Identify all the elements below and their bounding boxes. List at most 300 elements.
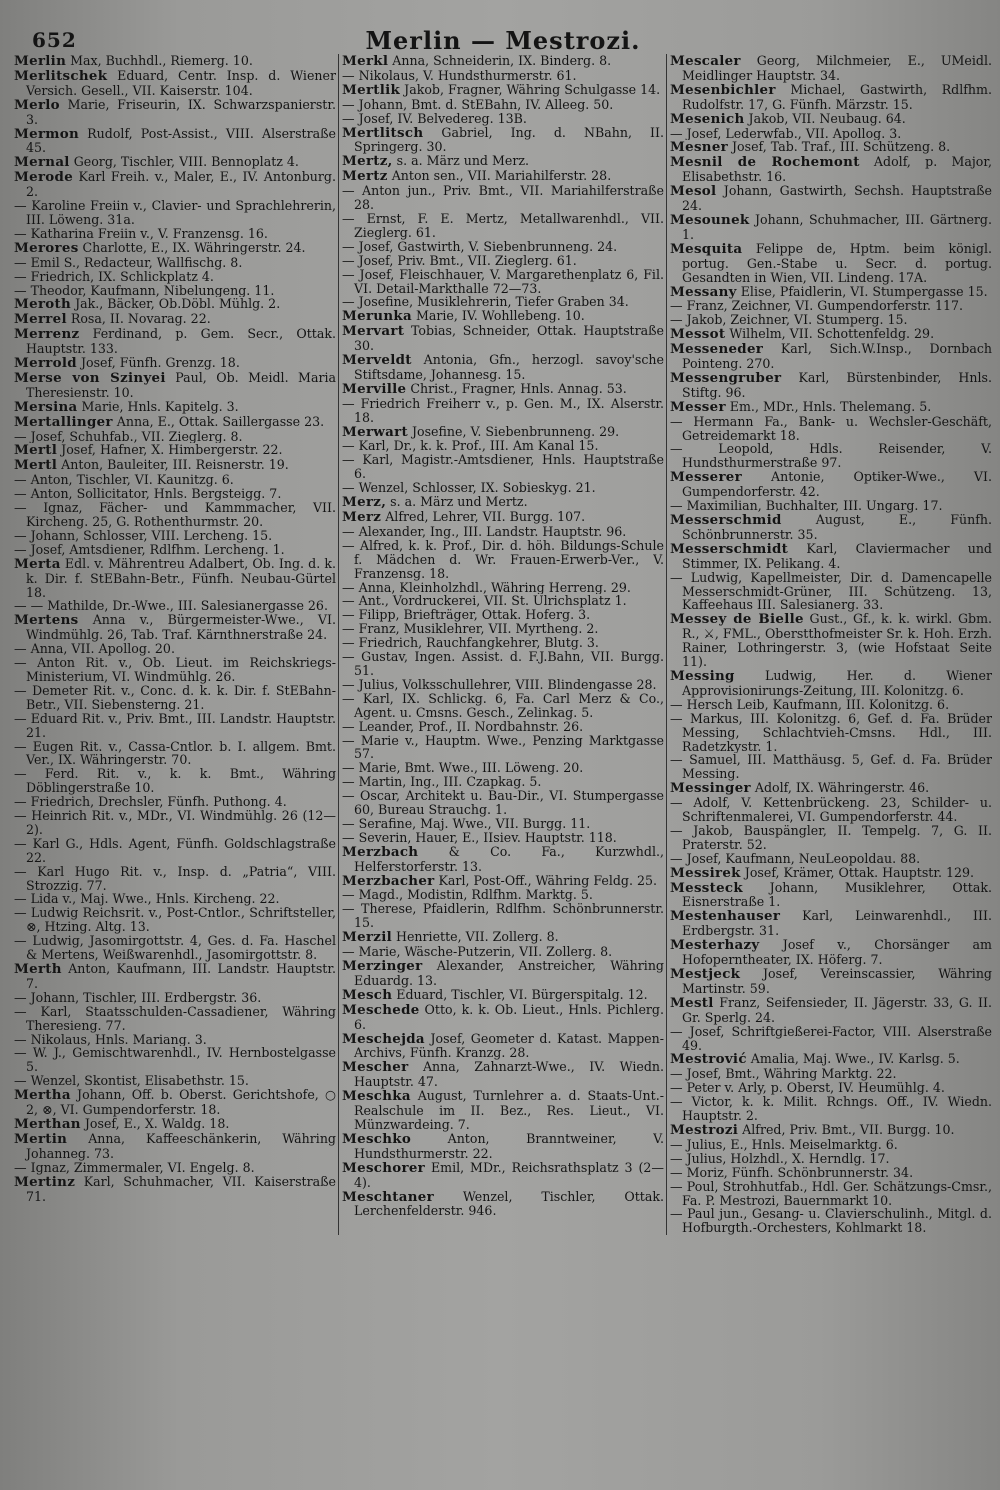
directory-entry: [14, 809, 336, 837]
directory-entry: [14, 473, 336, 487]
entry-details: — Martin, Ing., III. Czapkag. 5.: [342, 775, 542, 790]
entry-surname: Merthan: [14, 1116, 81, 1132]
directory-entry: [14, 54, 336, 69]
entry-surname: Merth: [14, 962, 62, 977]
directory-entry: [14, 1088, 336, 1117]
entry-details: — Victor, k. k. Milit. Rchngs. Off., IV. Wiedn. Hauptstr. 2.: [670, 1095, 992, 1123]
entry-details: Paul, Ob. Meidl. Maria Theresienstr. 10.: [26, 370, 336, 400]
entry-details: Eduard, Centr. Insp. d. Wiener Versich. Gesell., VII. Kaiserstr. 104.: [26, 68, 336, 98]
entry-details: — Heinrich Rit. v., MDr., VI. Windmühlg. 26 (12—2).: [14, 809, 336, 837]
entry-details: Karl, Bürstenbinder, Hnls. Stiftg. 96.: [682, 370, 992, 400]
entry-surname: Messey de Bielle: [670, 612, 804, 628]
entry-details: Felippe de, Hptm. beim königl. portug. Gen.-Stabe u. Secr. d. portug. Gesandten in Wien, VII. Lindeng. 17A.: [682, 241, 992, 285]
entry-details: Anton, Bauleiter, III. Reisnerstr. 19.: [57, 458, 289, 473]
directory-entry: [14, 487, 336, 501]
entry-details: — Josef, Amtsdiener, Rdlfhm. Lercheng. 1.: [14, 542, 285, 557]
directory-entry: [14, 356, 336, 371]
entry-details: — Karoline Freiin v., Clavier- und Sprachlehrerin, III. Löweng. 31a.: [14, 199, 336, 227]
entry-details: — Lida v., Maj. Wwe., Hnls. Kircheng. 22.: [14, 892, 280, 907]
directory-entry: [14, 865, 336, 893]
entry-surname: Mestenhauser: [670, 909, 781, 925]
directory-entry: [670, 866, 992, 881]
directory-entry: [14, 458, 336, 473]
entry-details: — Anna, Kleinholzhdl., Währing Herreng. 29.: [342, 580, 631, 595]
entry-details: — Ernst, F. E. Mertz, Metallwarenhdl., VII. Zieglerg. 61.: [342, 211, 664, 240]
directory-entry: [342, 481, 664, 495]
entry-surname: Mertz: [342, 169, 388, 185]
directory-entry: [14, 934, 336, 962]
directory-entry: [342, 831, 664, 845]
directory-entry: [14, 712, 336, 740]
directory-entry: [670, 1207, 992, 1235]
directory-entry: [14, 1161, 336, 1175]
directory-entry: [670, 1025, 992, 1053]
entry-details: — Marie v., Hauptm. Wwe., Penzing Marktgasse 57.: [342, 733, 664, 762]
directory-entry: [342, 650, 664, 678]
entry-surname: Mervart: [342, 324, 405, 340]
entry-surname: Mertl: [14, 458, 58, 474]
directory-entry: [670, 1067, 992, 1081]
directory-entry: [670, 140, 992, 155]
directory-entry: [670, 571, 992, 613]
directory-entry: [342, 382, 664, 397]
directory-entry: [342, 959, 664, 988]
entry-details: — Julius, E., Hnls. Meiselmarktg. 6.: [670, 1137, 898, 1152]
directory-entry: [14, 837, 336, 865]
entry-surname: Merz: [342, 510, 382, 525]
directory-entry: [670, 542, 992, 571]
directory-entry: [670, 781, 992, 796]
directory-column-middle: [342, 54, 664, 1235]
entry-surname: Messer: [670, 399, 726, 415]
directory-entry: [342, 169, 664, 184]
directory-entry: [670, 996, 992, 1025]
entry-details: — Anton Rit. v., Ob. Lieut. im Reichskriegs-Ministerium, VI. Windmühlg. 26.: [14, 656, 336, 684]
directory-entry: [670, 127, 992, 141]
directory-entry: [670, 824, 992, 852]
entry-details: Anton, Branntweiner, V. Hundsthurmerstr. 22.: [354, 1131, 664, 1161]
directory-entry: [14, 415, 336, 430]
entry-surname: Mertlik: [342, 82, 401, 98]
directory-entry: [14, 199, 336, 227]
directory-column-left: [14, 54, 336, 1235]
entry-surname: Meschko: [342, 1131, 412, 1147]
entry-details: — Ant., Vordruckerei, VII. St. Ulrichsplatz 1.: [342, 594, 627, 609]
entry-details: — Markus, III. Kolonitzg. 6, Gef. d. Fa. Brüder Messing, Schlachtvieh-Cmsns. Hdl., III. Radetzkystr. 1.: [670, 711, 992, 754]
entry-details: Alfred, Lehrer, VII. Burgg. 107.: [381, 510, 586, 524]
entry-details: Josef, Krämer, Ottak. Hauptstr. 129.: [740, 865, 975, 880]
entry-details: — Alfred, k. k. Prof., Dir. d. höh. Bildungs-Schule f. Mädchen d. Wr. Frauen-Erwerb-Ver., V. Franzensg. 18.: [342, 538, 664, 581]
entry-details: Johann, Schuhmacher, III. Gärtnerg. 1.: [682, 212, 992, 242]
entry-details: — Friedrich, IX. Schlickplatz 4.: [14, 269, 214, 284]
directory-columns: [14, 54, 992, 1235]
entry-details: August, E., Fünfh. Schönbrunnerstr. 35.: [682, 513, 992, 542]
entry-surname: Mesenich: [670, 111, 745, 127]
directory-entry: [670, 184, 992, 213]
entry-details: s. a. März und Merz.: [392, 154, 529, 169]
entry-details: — Samuel, III. Matthäusg. 5, Gef. d. Fa. Brüder Messing.: [670, 753, 992, 782]
entry-details: Tobias, Schneider, Ottak. Hauptstraße 30.: [354, 324, 664, 354]
directory-entry: [14, 170, 336, 199]
entry-surname: Merveldt: [342, 353, 412, 369]
entry-details: Anna, Schneiderin, IX. Binderg. 8.: [388, 54, 612, 68]
directory-entry: [14, 1046, 336, 1074]
entry-details: — Johann, Tischler, III. Erdbergstr. 36.: [14, 990, 262, 1005]
directory-entry: [670, 342, 992, 371]
directory-entry: [342, 775, 664, 789]
directory-entry: [14, 991, 336, 1005]
entry-details: — Ludwig, Jasomirgottstr. 4, Ges. d. Fa. Haschel & Mertens, Weißwarenhdl., Jasomirgottstr. 8.: [14, 934, 336, 962]
entry-details: Adolf, p. Major, Elisabethstr. 16.: [682, 155, 992, 185]
directory-entry: [670, 967, 992, 996]
directory-entry: [14, 270, 336, 284]
entry-details: — Therese, Pfaidlerin, Rdlfhm. Schönbrunnerstr. 15.: [342, 902, 664, 931]
directory-entry: [342, 845, 664, 874]
entry-details: — Emil S., Redacteur, Wallfischg. 8.: [14, 255, 243, 270]
entry-surname: Merzil: [342, 930, 392, 946]
entry-details: — Anton jun., Priv. Bmt., VII. Mariahilferstraße 28.: [342, 184, 664, 212]
directory-entry: [14, 69, 336, 98]
directory-entry: [670, 612, 992, 669]
directory-entry: [14, 529, 336, 543]
directory-entry: [14, 906, 336, 934]
entry-details: — Demeter Rit. v., Conc. d. k. k. Dir. f. StEBahn-Betr., VII. Siebensterng. 21.: [14, 683, 336, 712]
entry-details: — Hermann Fa., Bank- u. Wechsler-Geschäft, Getreidemarkt 18.: [670, 414, 992, 443]
entry-surname: Meschka: [342, 1089, 411, 1105]
entry-details: Jakob, VII. Neubaug. 64.: [744, 111, 906, 126]
entry-details: Eduard, Tischler, VI. Bürgerspitalg. 12.: [392, 987, 648, 1002]
entry-details: — Josef, Kaufmann, NeuLeopoldau. 88.: [670, 851, 921, 866]
entry-surname: Messot: [670, 327, 726, 343]
directory-entry: [342, 888, 664, 902]
entry-surname: Merlitschek: [14, 68, 108, 84]
directory-entry: [342, 720, 664, 734]
entry-details: — Josefine, Musiklehrerin, Tiefer Graben 34.: [342, 295, 629, 310]
directory-entry: [342, 425, 664, 440]
entry-details: — Karl G., Hdls. Agent, Fünfh. Goldschlagstraße 22.: [14, 836, 336, 865]
directory-entry: [342, 874, 664, 889]
entry-surname: Mesnil de Rochemont: [670, 155, 860, 171]
entry-surname: Messerschmid: [670, 513, 782, 528]
entry-details: Em., MDr., Hnls. Thelemang. 5.: [725, 399, 932, 414]
directory-entry: [342, 636, 664, 650]
entry-surname: Meschejda: [342, 1031, 425, 1047]
entry-surname: Mertz,: [342, 154, 393, 170]
directory-entry: [14, 642, 336, 656]
entry-surname: Merzbacher: [342, 873, 435, 889]
directory-entry: [342, 678, 664, 692]
entry-surname: Mestrović: [670, 1052, 747, 1068]
directory-entry: [342, 83, 664, 98]
entry-details: — Josef, Fleischhauer, V. Margarethenplatz 6, Fil. VI. Detail-Markthalle 72—73.: [342, 267, 664, 296]
entry-details: — Ludwig Reichsrit. v., Post-Cntlor., Schriftsteller, ⊗, Htzing. Altg. 13.: [14, 906, 336, 935]
entry-details: Elise, Pfaidlerin, VI. Stumpergasse 15.: [736, 284, 988, 299]
entry-details: — Josef, Schriftgießerei-Factor, VIII. Alserstraße 49.: [670, 1024, 992, 1053]
entry-surname: Merores: [14, 240, 79, 256]
entry-surname: Messirek: [670, 865, 741, 881]
entry-details: Marie, Hnls. Kapitelg. 3.: [77, 399, 239, 414]
entry-details: — Anton, Tischler, VI. Kaunitzg. 6.: [14, 473, 234, 488]
entry-details: — Ignaz, Zimmermaler, VI. Engelg. 8.: [14, 1160, 255, 1175]
directory-entry: [342, 539, 664, 581]
directory-entry: [342, 1003, 664, 1032]
entry-details: Josef, Hafner, X. Himbergerstr. 22.: [57, 443, 283, 458]
entry-details: — Leopold, Hdls. Reisender, V. Hundsthurmerstraße 97.: [670, 442, 992, 471]
entry-surname: Messany: [670, 284, 737, 300]
entry-surname: Merzinger: [342, 959, 423, 974]
entry-surname: Mernal: [14, 155, 70, 171]
entry-details: — Friedrich, Rauchfangkehrer, Blutg. 3.: [342, 636, 599, 651]
directory-entry: [670, 83, 992, 112]
entry-details: — Karl, Magistr.-Amtsdiener, Hnls. Hauptstraße 6.: [342, 453, 664, 482]
entry-surname: Merode: [14, 170, 74, 186]
entry-surname: Mestrozi: [670, 1122, 739, 1138]
entry-surname: Merse von Szinyei: [14, 370, 166, 386]
directory-entry: [14, 684, 336, 712]
directory-entry: [14, 430, 336, 444]
entry-details: — Nikolaus, V. Hundsthurmerstr. 61.: [342, 68, 577, 83]
entry-details: Josef, Geometer d. Katast. Mappen-Archivs, Fünfh. Kranzg. 28.: [354, 1031, 664, 1061]
entry-details: Antonia, Gfn., herzogl. savoy'sche Stiftsdame, Johannesg. 15.: [354, 353, 664, 382]
directory-entry: [670, 1166, 992, 1180]
entry-surname: Mescaler: [670, 54, 741, 69]
entry-details: Josef, Tab. Traf., III. Schützeng. 8.: [728, 140, 951, 155]
entry-details: — Karl, Dr., k. k. Prof., III. Am Kanal 15.: [342, 439, 599, 454]
entry-surname: Merwart: [342, 424, 408, 440]
entry-surname: Messing: [670, 668, 735, 684]
directory-entry: [342, 988, 664, 1003]
directory-entry: [342, 1032, 664, 1061]
directory-entry: [342, 594, 664, 608]
directory-entry: [670, 54, 992, 83]
entry-details: — — Mathilde, Dr.-Wwe., III. Salesianergasse 26.: [14, 599, 328, 614]
entry-details: Michael, Gastwirth, Rdlfhm. Rudolfstr. 17, G. Fünfh. Märzstr. 15.: [682, 82, 992, 112]
entry-surname: Merrenz: [14, 327, 80, 343]
entry-details: — Katharina Freiin v., V. Franzensg. 16.: [14, 226, 268, 241]
directory-entry: [14, 613, 336, 642]
directory-entry: [14, 1005, 336, 1033]
entry-details: Alfred, Priv. Bmt., VII. Burgg. 10.: [738, 1122, 955, 1137]
directory-entry: [14, 284, 336, 298]
entry-details: Emil, MDr., Reichsrathsplatz 3 (2—4).: [354, 1160, 664, 1190]
entry-surname: Mesner: [670, 140, 728, 156]
entry-details: Josef, Vereinscassier, Währing Martinstr. 59.: [682, 967, 992, 996]
directory-entry: [14, 443, 336, 458]
entry-surname: Messengruber: [670, 370, 782, 386]
entry-details: Johann, Off. b. Oberst. Gerichtshofe, ○ 2, ⊗, VI. Gumpendorferstr. 18.: [26, 1088, 336, 1117]
directory-entry: [670, 1081, 992, 1095]
entry-details: Johann, Gastwirth, Sechsh. Hauptstraße 24.: [682, 184, 992, 213]
entry-surname: Mesounek: [670, 212, 750, 228]
entry-details: Jak., Bäcker, Ob.Döbl. Mühlg. 2.: [71, 297, 281, 312]
entry-details: Marie, Friseurin, IX. Schwarzspanierstr. 3.: [26, 97, 336, 127]
entry-details: Josef v., Chorsänger am Hofoperntheater, IX. Höferg. 7.: [682, 938, 992, 967]
page-number: 652: [32, 28, 77, 52]
directory-entry: [342, 126, 664, 155]
entry-surname: Mermon: [14, 126, 80, 142]
entry-details: — Poul, Strohhutfab., Hdl. Ger. Schätzungs-Cmsr., Fa. P. Mestrozi, Bauernmarkt 10.: [670, 1179, 992, 1208]
directory-entry: [342, 608, 664, 622]
entry-surname: Mestjeck: [670, 967, 741, 982]
directory-entry: [342, 154, 664, 169]
directory-entry: [14, 1074, 336, 1088]
directory-entry: [14, 543, 336, 557]
entry-details: — Jakob, Bauspängler, II. Tempelg. 7, G. II. Praterstr. 52.: [670, 823, 992, 852]
directory-entry: [342, 510, 664, 525]
entry-surname: Messerschmidt: [670, 541, 789, 557]
directory-entry: [14, 327, 336, 356]
directory-entry: [14, 312, 336, 327]
entry-details: Anna, Kaffeeschänkerin, Währing Johanneg. 73.: [26, 1131, 336, 1161]
entry-details: Anton sen., VII. Mariahilferstr. 28.: [387, 169, 612, 184]
entry-details: Josefine, V. Siebenbrunneng. 29.: [407, 424, 620, 439]
directory-entry: [670, 155, 992, 184]
directory-entry: [342, 295, 664, 309]
entry-details: — Karl Hugo Rit. v., Insp. d. „Patria“, VIII. Strozzig. 77.: [14, 864, 336, 893]
directory-entry: [342, 581, 664, 595]
entry-details: — Anton, Sollicitator, Hnls. Bergsteigg. 7.: [14, 487, 282, 502]
entry-details: — Josef, Lederwfab., VII. Apollog. 3.: [670, 126, 902, 141]
directory-entry: [670, 499, 992, 513]
entry-details: Gabriel, Ing. d. NBahn, II. Springerg. 30.: [354, 125, 664, 155]
entry-details: Alexander, Anstreicher, Währing Eduardg. 13.: [354, 959, 664, 988]
directory-entry: [14, 297, 336, 312]
entry-surname: Mertin: [14, 1131, 68, 1147]
entry-details: — Friedrich Freiherr v., p. Gen. M., IX. Alserstr. 18.: [342, 396, 664, 425]
entry-details: Josef, Fünfh. Grenzg. 18.: [76, 356, 240, 371]
entry-surname: Mesterhazy: [670, 938, 760, 954]
entry-details: August, Turnlehrer a. d. Staats-Unt.-Realschule im II. Bez., Res. Lieut., VI. Münzwardeing. 7.: [354, 1089, 664, 1132]
directory-entry: [342, 439, 664, 453]
directory-entry: [14, 400, 336, 415]
entry-surname: Meroth: [14, 297, 72, 313]
directory-entry: [14, 501, 336, 529]
entry-details: Anna v., Bürgermeister-Wwe., VI. Windmühlg. 26, Tab. Traf. Kärnthnerstraße 24.: [26, 613, 336, 643]
directory-entry: [14, 740, 336, 768]
entry-details: — Ferd. Rit. v., k. k. Bmt., Währing Döblingerstraße 10.: [14, 767, 336, 796]
entry-surname: Messteck: [670, 880, 743, 896]
directory-entry: [670, 909, 992, 938]
entry-details: Gust., Gf., k. k. wirkl. Gbm. R., ⚔, FML., Oberstthofmeister Sr. k. Hoh. Erzh. Rainer, Lothringerstr. 3, (wie Hofstaat Seite 11).: [682, 612, 992, 669]
entry-surname: Mesenbichler: [670, 82, 776, 98]
directory-entry: [670, 513, 992, 542]
directory-entry: [342, 1132, 664, 1161]
entry-details: Henriette, VII. Zollerg. 8.: [391, 930, 559, 945]
entry-details: Johann, Musiklehrer, Ottak. Eisnerstraße 1.: [682, 880, 992, 910]
entry-details: — Leander, Prof., II. Nordbahnstr. 26.: [342, 719, 584, 734]
entry-surname: Mescher: [342, 1060, 409, 1076]
entry-surname: Merrold: [14, 356, 77, 371]
directory-entry: [670, 669, 992, 698]
entry-details: Ferdinand, p. Gem. Secr., Ottak. Hauptstr. 133.: [26, 327, 336, 357]
directory-entry: [670, 1138, 992, 1152]
entry-details: Anna, E., Ottak. Saillergasse 23.: [112, 414, 325, 429]
entry-details: Jakob, Fragner, Währing Schulgasse 14.: [400, 82, 661, 97]
entry-details: — Franz, Musiklehrer, VII. Myrtheng. 2.: [342, 622, 599, 637]
entry-details: — Josef, Bmt., Währing Marktg. 22.: [670, 1067, 897, 1082]
entry-details: Marie, IV. Wohllebeng. 10.: [411, 309, 585, 324]
directory-entry: [670, 285, 992, 300]
entry-details: — Karl, Staatsschulden-Cassadiener, Währing Theresieng. 77.: [14, 1004, 336, 1033]
directory-entry: [342, 309, 664, 324]
entry-details: — Julius, Holzhdl., X. Herndlg. 17.: [670, 1151, 890, 1166]
entry-details: Edl. v. Mährentreu Adalbert, Ob. Ing. d. k. k. Dir. f. StEBahn-Betr., Fünfh. Neubau-Gürtel 18.: [26, 556, 336, 600]
entry-details: Ludwig, Her. d. Wiener Approvisionirungs-Zeitung, III. Kolonitzg. 6.: [682, 668, 992, 698]
page-header: [14, 16, 992, 54]
directory-entry: [342, 1060, 664, 1089]
directory-entry: [670, 712, 992, 754]
entry-details: — Severin, Hauer, E., IIsiev. Hauptstr. 118.: [342, 830, 617, 845]
directory-entry: [670, 753, 992, 781]
directory-entry: [670, 470, 992, 499]
directory-entry: [14, 767, 336, 795]
entry-details: Karl Freih. v., Maler, E., IV. Antonburg. 2.: [26, 170, 336, 200]
directory-entry: [342, 54, 664, 69]
entry-details: Georg, Milchmeier, E., UMeidl. Meidlinger Hauptstr. 34.: [682, 54, 992, 83]
entry-surname: Mertallinger: [14, 414, 113, 430]
entry-surname: Mertinz: [14, 1174, 76, 1190]
entry-surname: Meschorer: [342, 1160, 426, 1176]
entry-details: Anton, Kaufmann, III. Landstr. Hauptstr. 7.: [26, 962, 336, 991]
entry-details: — Johann, Schlosser, VIII. Lercheng. 15.: [14, 528, 273, 543]
directory-entry: [342, 930, 664, 945]
entry-details: — Josef, Gastwirth, V. Siebenbrunneng. 24.: [342, 239, 618, 254]
entry-surname: Mertlitsch: [342, 125, 424, 141]
directory-entry: [670, 299, 992, 313]
entry-details: — Marie, Wäsche-Putzerin, VII. Zollerg. 8.: [342, 945, 613, 959]
directory-entry: [342, 212, 664, 240]
directory-entry: [342, 240, 664, 254]
directory-entry: [342, 353, 664, 382]
entry-surname: Merlin: [14, 54, 67, 69]
entry-details: Georg, Tischler, VIII. Bennoplatz 4.: [69, 155, 299, 170]
entry-details: — Theodor, Kaufmann, Nibelungeng. 11.: [14, 283, 275, 298]
directory-entry: [342, 789, 664, 817]
entry-surname: Merlo: [14, 97, 60, 113]
entry-surname: Merville: [342, 381, 407, 397]
entry-surname: Mesol: [670, 184, 717, 200]
entry-details: — Alexander, Ing., III. Landstr. Hauptstr. 96.: [342, 524, 627, 539]
page-header-title: Merlin — Mestrozi.: [365, 26, 641, 55]
entry-details: — Serafine, Maj. Wwe., VII. Burgg. 11.: [342, 816, 591, 831]
entry-details: Rosa, II. Novarag. 22.: [66, 312, 211, 327]
directory-entry: [14, 227, 336, 241]
directory-entry: [342, 1190, 664, 1219]
entry-details: Karl, Schuhmacher, VII. Kaiserstraße 71.: [26, 1174, 336, 1204]
directory-entry: [342, 525, 664, 539]
entry-surname: Messeneder: [670, 342, 764, 358]
entry-surname: Mertl: [14, 443, 58, 459]
entry-surname: Merz,: [342, 495, 387, 510]
directory-entry: [670, 442, 992, 470]
entry-details: Anna, Zahnarzt-Wwe., IV. Wiedn. Hauptstr. 47.: [354, 1060, 664, 1090]
directory-entry: [670, 1095, 992, 1123]
entry-surname: Meschtaner: [342, 1189, 434, 1205]
directory-entry: [670, 938, 992, 967]
directory-entry: [14, 155, 336, 170]
directory-entry: [14, 1117, 336, 1132]
entry-surname: Merunka: [342, 309, 412, 325]
entry-surname: Messinger: [670, 781, 751, 797]
entry-details: — Moriz, Fünfh. Schönbrunnerstr. 34.: [670, 1165, 914, 1180]
entry-details: — Eugen Rit. v., Cassa-Cntlor. b. I. allgem. Bmt. Ver., IX. Währingerstr. 70.: [14, 739, 336, 768]
entry-surname: Messerer: [670, 470, 742, 486]
directory-entry: [670, 1152, 992, 1166]
entry-details: Rudolf, Post-Assist., VIII. Alserstraße 45.: [26, 126, 336, 156]
entry-details: — Anna, VII. Apollog. 20.: [14, 642, 175, 657]
entry-details: Charlotte, E., IX. Währingerstr. 24.: [78, 240, 306, 255]
directory-entry: [342, 734, 664, 762]
